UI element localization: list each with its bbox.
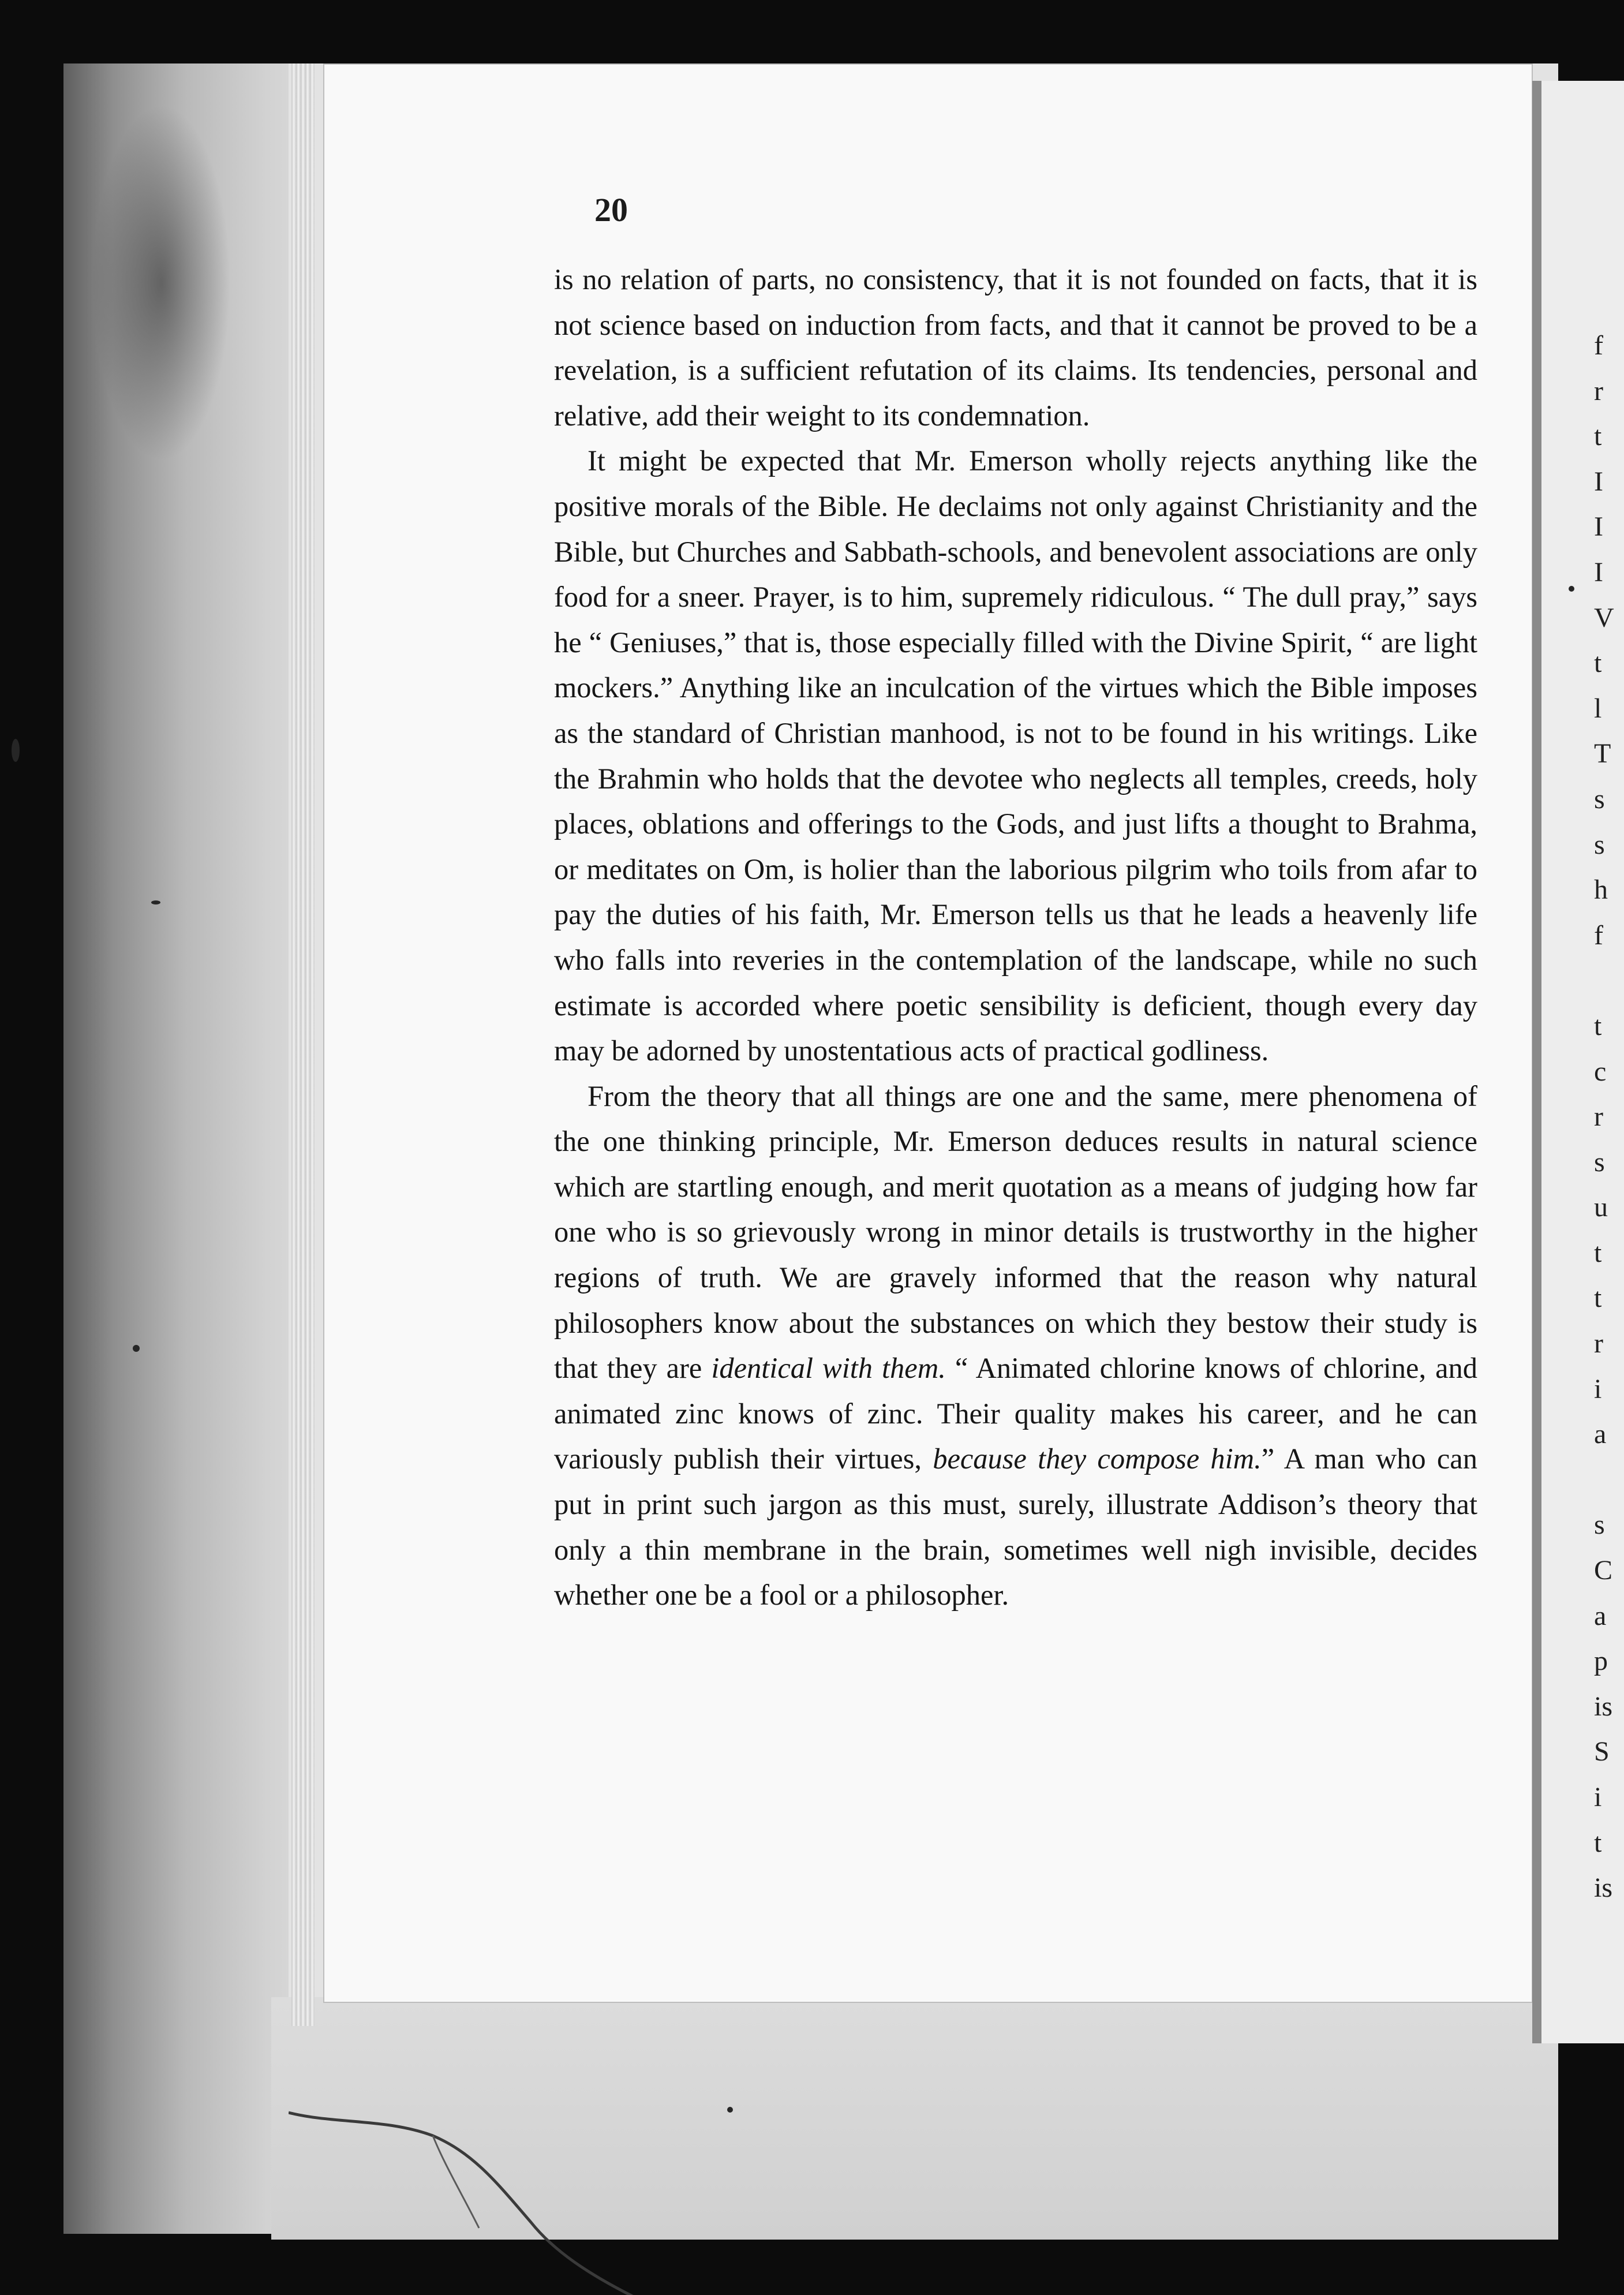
facing-letter xyxy=(1594,958,1624,1004)
facing-letter: t xyxy=(1594,1283,1602,1314)
facing-letter: r xyxy=(1594,375,1603,406)
facing-letter: l xyxy=(1594,693,1602,724)
facing-letter xyxy=(1594,1457,1624,1503)
page-body-text xyxy=(554,257,1477,1618)
facing-letter: t xyxy=(1594,648,1602,679)
facing-letter: a xyxy=(1594,1419,1607,1450)
ink-speck xyxy=(151,900,160,904)
facing-letter: s xyxy=(1594,1146,1605,1178)
page-edges xyxy=(291,63,315,2026)
facing-page-gutter xyxy=(1532,81,1541,2043)
facing-letter: t xyxy=(1594,1010,1602,1041)
ink-speck xyxy=(12,739,20,762)
facing-page-text xyxy=(1594,323,1624,1911)
facing-letter: u xyxy=(1594,1192,1608,1223)
facing-letter: t xyxy=(1594,1237,1602,1268)
facing-letter: I xyxy=(1594,511,1603,543)
facing-letter: r xyxy=(1594,1101,1603,1132)
facing-letter: s xyxy=(1594,829,1605,860)
facing-letter: C xyxy=(1594,1555,1613,1586)
paper-crack xyxy=(289,2101,635,2295)
ink-speck xyxy=(727,2107,733,2113)
page-number xyxy=(0,190,1624,229)
facing-letter: T xyxy=(1594,738,1611,769)
paragraph-2: It might be expected that Mr. Emerson wholly rejects anything like the positive morals of the Bible. He declaims not only against Christianity and the Bible, but Churches and Sabbath-schools, and benevolent associations are only food for a sneer. Prayer, is to him, supremely ridiculous. “ The dull pray,” says he “ Geniuses,” that is, those especially filled with the Divine Spirit, “ are light mockers.” Anything like an inculcation of the virtues which the Bible imposes as the standard of Christian manhood, is not to be found in his writings. Like the Brahmin who holds that the devotee who neglects all temples, creeds, holy places, oblations and offerings to the Gods, and just lifts a thought to Brahma, or meditates on Om, is holier than the laborious pilgrim who toils from afar to pay the duties of his faith, Mr. Emerson tells us that he leads a heavenly life who falls into reveries in the contemplation of the landscape, while no such estimate is accorded where poetic sensibility is deficient, though every day may be adorned by unostentatious acts of practical godliness. xyxy=(554,444,1477,1067)
cover-stain xyxy=(92,104,231,462)
facing-letter: f xyxy=(1594,920,1603,951)
facing-letter: t xyxy=(1594,1827,1602,1858)
ink-speck xyxy=(133,1345,140,1352)
facing-letter: I xyxy=(1594,556,1603,588)
italic-phrase-identical: identical with them. xyxy=(711,1352,946,1385)
facing-letter: i xyxy=(1594,1782,1602,1812)
facing-letter: h xyxy=(1594,874,1608,906)
page-number-text: 20 xyxy=(594,191,628,229)
facing-letter: a xyxy=(1594,1600,1607,1631)
facing-letter: s xyxy=(1594,783,1605,814)
facing-letter: c xyxy=(1594,1056,1607,1087)
facing-letter: t xyxy=(1594,421,1602,452)
facing-letter: f xyxy=(1594,330,1603,361)
facing-letter: r xyxy=(1594,1328,1603,1359)
italic-phrase-compose: because they compose him. xyxy=(933,1442,1262,1475)
facing-letter: I xyxy=(1594,466,1603,497)
paragraph-3 xyxy=(554,1074,1477,1618)
paragraph-3-tail: ” A man who can put in print such jargon as this must, surely, illustrate Addison’s theory that only a thin membrane in the brain, sometimes well nigh invisible, decides whether one be a fool or a philosopher. xyxy=(554,1442,1477,1612)
paragraph-1: is no relation of parts, no consistency, that it is not founded on facts, that it is not science based on induction from facts, and that it cannot be proved to be a revelation, is a sufficient refutation of its claims. Its tendencies, personal and relative, add their weight to its condemnation. xyxy=(554,263,1477,432)
facing-letter: is xyxy=(1594,1691,1613,1722)
paragraph-3-middle: “ Animated chlorine knows of chlorine, and animated zinc knows of zinc. Their quality makes his career, and he can variously publish their virtues, xyxy=(554,1352,1477,1475)
facing-letter: V xyxy=(1594,602,1614,633)
facing-letter: s xyxy=(1594,1509,1605,1541)
facing-letter: is xyxy=(1594,1872,1613,1904)
ink-speck xyxy=(1569,586,1574,592)
facing-letter: S xyxy=(1594,1736,1610,1767)
facing-letter: i xyxy=(1594,1373,1602,1404)
paragraph-3-lead: From the theory that all things are one and the same, mere phenomena of the one thinking principle, Mr. Emerson deduces results in natural science which are startling enough, and merit quotation as a means of judging how far one who is so grievously wrong in minor details is trustworthy in the higher regions of truth. We are gravely informed that the reason why natural philosophers know about the substances on which they bestow their study is that they are xyxy=(554,1079,1477,1385)
facing-letter: p xyxy=(1594,1646,1608,1677)
